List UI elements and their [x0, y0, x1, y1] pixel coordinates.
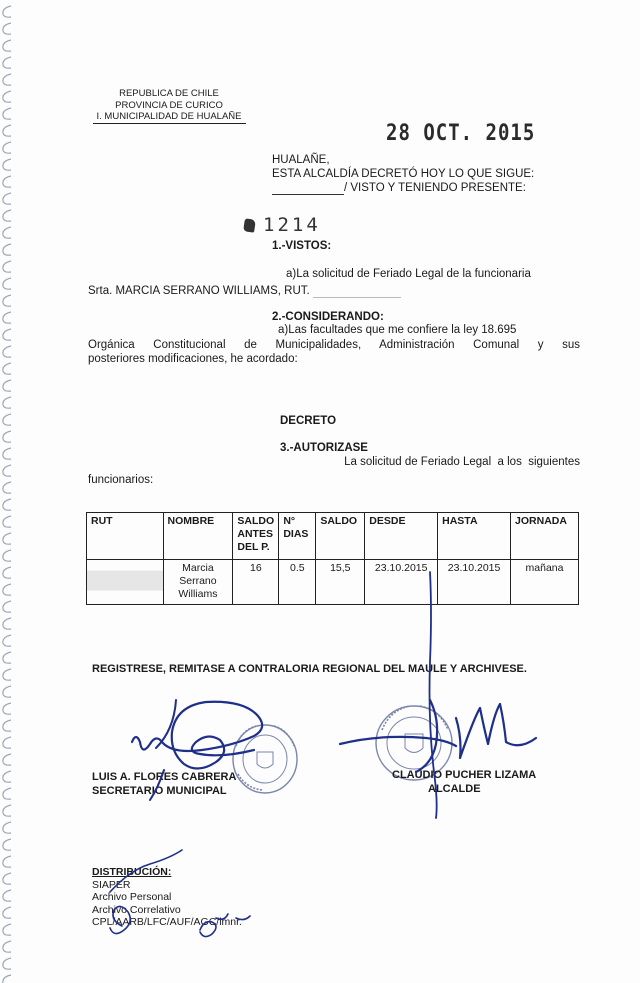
binder-ring — [3, 907, 11, 918]
col-header: JORNADA — [511, 513, 579, 560]
cell-saldo-antes: 16 — [233, 560, 279, 605]
binder-ring — [3, 686, 11, 697]
decreto-heading: DECRETO — [280, 415, 337, 427]
binder-ring — [3, 380, 11, 391]
binder-ring — [3, 244, 11, 255]
decreto-para-b: funcionarios: — [88, 474, 154, 486]
right-signatory-name: CLAUDIO PUCHER LIZAMA — [392, 769, 537, 781]
binder-ring — [3, 193, 11, 204]
binder-ring — [3, 23, 11, 34]
decreto-para-a: La solicitud de Feriado Legal a los siguientes — [344, 456, 580, 468]
distribution-item: Archivo Correlativo — [92, 903, 181, 916]
cell-jornada: mañana — [511, 560, 579, 605]
cell-nombre: Marcia Serrano Williams — [163, 560, 233, 605]
binder-ring — [3, 363, 11, 374]
table-header-row — [87, 513, 579, 560]
feriado-table — [86, 512, 579, 605]
binder-ring — [3, 754, 11, 765]
binder-ring — [3, 210, 11, 221]
binder-ring — [3, 6, 11, 17]
binder-ring — [3, 805, 11, 816]
col-header: NOMBRE — [163, 513, 233, 560]
binder-ring — [3, 74, 11, 85]
cell-dias: 0.5 — [279, 560, 316, 605]
decree-blank — [272, 194, 344, 195]
binder-ring — [3, 533, 11, 544]
table-row — [87, 560, 579, 605]
considerando-para-b: Orgánica Constitucional de Municipalidades, Administración Comunal y sus — [88, 339, 580, 351]
binder-ring — [3, 482, 11, 493]
vistos-para-a: a)La solicitud de Feriado Legal de la funcionaria — [286, 268, 531, 280]
binder-ring — [3, 108, 11, 119]
binder-ring — [3, 261, 11, 272]
binder-ring — [3, 448, 11, 459]
col-header: DESDE — [365, 513, 438, 560]
binder-ring — [3, 890, 11, 901]
binder-ring — [3, 465, 11, 476]
municipal-seal-left — [230, 722, 300, 796]
visto-text: / VISTO Y TENIENDO PRESENTE: — [344, 182, 526, 194]
binder-ring — [3, 652, 11, 663]
closing-line: REGISTRESE, REMITASE A CONTRALORIA REGIONAL DEL MAULE Y ARCHIVESE. — [92, 663, 527, 675]
binder-ring — [3, 737, 11, 748]
vistos-para-b-line — [88, 284, 401, 298]
left-signatory-name: LUIS A. FLORES CABRERA — [92, 771, 237, 783]
distribution-heading: DISTRIBUCIÓN: — [92, 866, 172, 878]
binder-ring — [3, 176, 11, 187]
letterhead-country: REPUBLICA DE CHILE — [119, 88, 219, 99]
binder-ring — [3, 40, 11, 51]
binder-ring — [3, 856, 11, 867]
left-signatory-title: SECRETARIO MUNICIPAL — [92, 785, 227, 797]
binder-ring — [3, 346, 11, 357]
date-stamp: 28 OCT. 2015 — [386, 120, 536, 146]
binder-ring — [3, 397, 11, 408]
col-header: SALDO ANTES DEL P. — [233, 513, 279, 560]
decree-number-text: 1214 — [263, 214, 321, 236]
cell-rut — [87, 560, 164, 605]
visto-line — [272, 181, 526, 195]
binder-ring — [3, 91, 11, 102]
distribution-item: SIAPER — [92, 878, 131, 891]
alcaldia-line: ESTA ALCALDÍA DECRETÓ HOY LO QUE SIGUE: — [272, 168, 535, 180]
binder-ring — [3, 720, 11, 731]
binder-ring — [3, 159, 11, 170]
letterhead-province: PROVINCIA DE CURICO — [115, 99, 223, 111]
rut-blank — [313, 297, 401, 298]
binder-ring — [3, 584, 11, 595]
col-header: HASTA — [438, 513, 511, 560]
cell-saldo: 15,5 — [316, 560, 365, 605]
cell-hasta: 23.10.2015 — [438, 560, 511, 605]
binder-ring — [3, 414, 11, 425]
binder-ring — [3, 516, 11, 527]
autorizase-heading: 3.-AUTORIZASE — [280, 442, 368, 454]
binder-ring — [3, 703, 11, 714]
binder-ring — [3, 669, 11, 680]
col-header: RUT — [87, 513, 164, 560]
cell-desde: 23.10.2015 — [365, 560, 438, 605]
binder-ring — [3, 839, 11, 850]
binder-ring — [3, 312, 11, 323]
distribution-item: Archivo Personal — [92, 891, 172, 903]
distribution-item: CPL/AARB/LFC/AUF/AGC/lmnr. — [92, 916, 242, 928]
city-line: HUALAÑE, — [272, 154, 330, 166]
considerando-heading: 2.-CONSIDERANDO: — [272, 311, 384, 323]
right-signatory-title: ALCALDE — [428, 783, 481, 795]
binder-ring — [3, 431, 11, 442]
distribution-block — [92, 866, 242, 929]
binder-ring — [3, 771, 11, 782]
binder-ring — [3, 227, 11, 238]
binder-ring — [3, 499, 11, 510]
letterhead-municipality: I. MUNICIPALIDAD DE HUALAÑE — [93, 111, 246, 124]
binder-ring — [3, 635, 11, 646]
binder-ring — [3, 975, 11, 983]
binder-ring — [3, 822, 11, 833]
binder-ring — [3, 125, 11, 136]
vistos-para-b: Srta. MARCIA SERRANO WILLIAMS, RUT. — [88, 285, 310, 297]
binder-ring — [3, 873, 11, 884]
binder-ring — [3, 788, 11, 799]
binder-ring — [3, 329, 11, 340]
col-header: N° DIAS — [279, 513, 316, 560]
considerando-para-c: posteriores modificaciones, he acordado: — [88, 353, 298, 365]
binder-ring — [3, 567, 11, 578]
binder-ring — [3, 57, 11, 68]
binder-ring — [3, 295, 11, 306]
binder-rings — [0, 0, 14, 983]
letterhead — [84, 88, 254, 124]
binder-ring — [3, 941, 11, 952]
vistos-heading: 1.-VISTOS: — [272, 240, 332, 252]
binder-ring — [3, 618, 11, 629]
considerando-para-a: a)Las facultades que me confiere la ley 18.695 — [278, 324, 517, 336]
decree-number — [244, 214, 321, 236]
binder-ring — [3, 550, 11, 561]
col-header: SALDO — [316, 513, 365, 560]
binder-ring — [3, 958, 11, 969]
binder-ring — [3, 142, 11, 153]
ink-blot — [243, 218, 256, 232]
binder-ring — [3, 601, 11, 612]
binder-ring — [3, 278, 11, 289]
binder-ring — [3, 924, 11, 935]
